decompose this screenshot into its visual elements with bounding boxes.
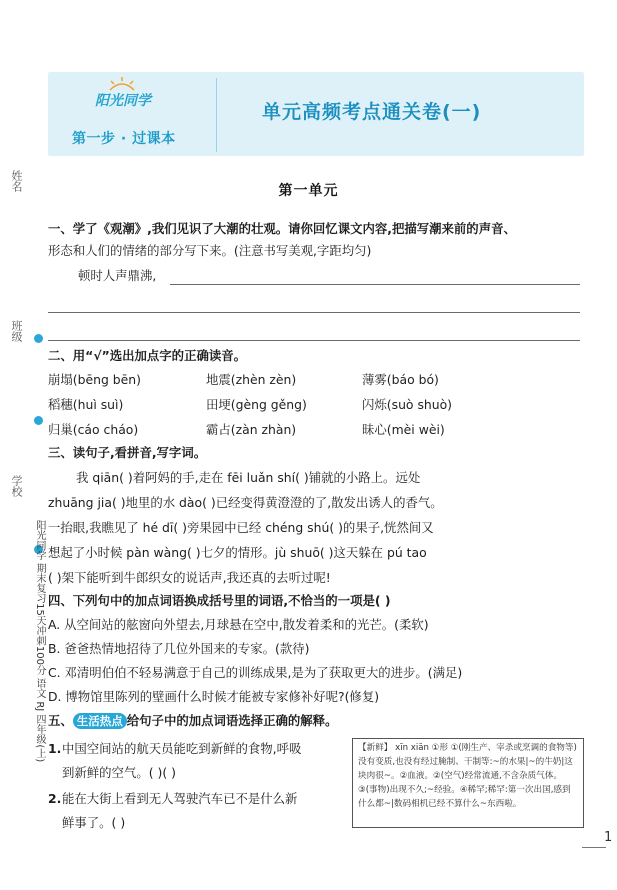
q5-heading-text: 给句子中的加点词语选择正确的解释。 xyxy=(126,713,338,728)
q3-line[interactable]: zhuāng jia( )地里的水 dào( )已经变得黄澄澄的了,散发出诱人的香气。 xyxy=(48,495,443,510)
q2-item[interactable]: 昧心(mèi wèi) xyxy=(362,422,445,437)
header-divider xyxy=(216,78,217,152)
q4-heading: 四、下列句中的加点词语换成括号里的词语,不恰当的一项是( ) xyxy=(48,593,391,608)
q4-option-a[interactable]: A. 从空间站的舷窗向外望去,月球悬在空中,散发着柔和的光芒。(柔软) xyxy=(48,617,429,632)
q3-line[interactable]: 我 qiān( )着阿妈的手,走在 fēi luǎn shí( )铺就的小路上。远处 xyxy=(76,470,421,485)
binding-hole-icon xyxy=(34,416,43,425)
q2-item[interactable]: 薄雾(báo bó) xyxy=(362,372,439,387)
q2-item[interactable]: 田埂(gèng gěng) xyxy=(206,397,307,412)
step-label: 第一步 · 过课本 xyxy=(72,131,176,147)
page-number: 1 xyxy=(604,830,613,845)
q2-item[interactable]: 崩塌(bēng bēn) xyxy=(48,372,141,387)
q2-item[interactable]: 霸占(zàn zhàn) xyxy=(206,422,297,437)
q5-item-number: 1. xyxy=(48,741,62,756)
q1-text-line1: 一、学了《观潮》,我们见识了大潮的壮观。请你回忆课文内容,把描写潮来前的声音、 xyxy=(48,221,516,236)
binding-hole-icon xyxy=(34,334,43,343)
answer-line[interactable] xyxy=(48,340,580,341)
q2-item[interactable]: 闪烁(suò shuò) xyxy=(362,397,453,412)
hot-topic-tag: 生活热点 xyxy=(73,713,127,729)
page-number-rule xyxy=(582,847,606,848)
q4-option-c[interactable]: C. 邓清明伯伯不轻易满意于自己的训练成果,是为了获取更大的进步。(满足) xyxy=(48,665,463,680)
q5-item-line[interactable]: 鲜事了。( ) xyxy=(62,815,126,830)
school-label: 学校 xyxy=(10,475,23,497)
q4-option-d[interactable]: D. 博物馆里陈列的壁画什么时候才能被专家修补好呢?(修复) xyxy=(48,689,380,704)
q2-item[interactable]: 归巢(cáo cháo) xyxy=(48,422,139,437)
q5-heading xyxy=(48,710,337,732)
q5-item-line[interactable]: 到新鲜的空气。( )( ) xyxy=(62,765,176,780)
answer-line[interactable] xyxy=(170,284,580,285)
q5-item-line: 中国空间站的航天员能吃到新鲜的食物,呼吸 xyxy=(62,741,302,756)
q5-item-line: 能在大街上看到无人驾驶汽车已不是什么新 xyxy=(62,791,298,806)
q1-prompt: 顿时人声鼎沸, xyxy=(78,268,157,283)
q5-item-number: 2. xyxy=(48,791,62,806)
q2-grid xyxy=(48,370,588,440)
dictionary-entry-box: 【新鲜】 xīn xiān ①形 ①(刚生产、宰杀或烹调的食物等)没有变质,也没有经过腌制、干制等:~的水果|~的牛奶|这块肉很~。②血液。②(空气)经常流通,不含杂质气体。③(事物)出现不久;~经验。④稀罕;稀罕:第一次出国,感到什么都~|数码相机已经不算什么~东西啦。 xyxy=(352,738,584,828)
q2-item[interactable]: 地震(zhèn zèn) xyxy=(206,372,297,387)
side-series-text: 阳光同学 期末复习15天冲刺100分 语文 RJ 四年级(上) xyxy=(34,520,45,763)
q3-line[interactable]: ( )架下能听到牛郎织女的说话声,我还真的去听过呢! xyxy=(48,570,331,585)
paper-title: 单元高频考点通关卷(一) xyxy=(262,101,482,123)
q4-option-b[interactable]: B. 爸爸热情地招待了几位外国来的专家。(款待) xyxy=(48,641,310,656)
q3-line[interactable]: 一抬眼,我瞧见了 hé dī( )旁果园中已经 chéng shú( )的果子,恍然间又 xyxy=(48,520,434,535)
q3-line[interactable]: 想起了小时候 pàn wàng( )七夕的情形。jù shuō( )这天躲在 pú tao xyxy=(48,545,427,560)
unit-title: 第一单元 xyxy=(278,183,339,199)
q3-heading: 三、读句子,看拼音,写字词。 xyxy=(48,445,207,460)
class-label: 班级 xyxy=(10,320,23,342)
answer-line[interactable] xyxy=(48,312,580,313)
q5-heading-prefix: 五、 xyxy=(48,713,73,728)
q2-item[interactable]: 稻穗(huì suì) xyxy=(48,397,124,412)
name-label: 姓名 xyxy=(10,170,23,192)
q2-heading: 二、用“√”选出加点字的正确读音。 xyxy=(48,348,247,363)
brand-logo-text: 阳光同学 xyxy=(95,93,151,109)
q1-text-line2: 形态和人们的情绪的部分写下来。(注意书写美观,字距均匀) xyxy=(48,243,372,258)
